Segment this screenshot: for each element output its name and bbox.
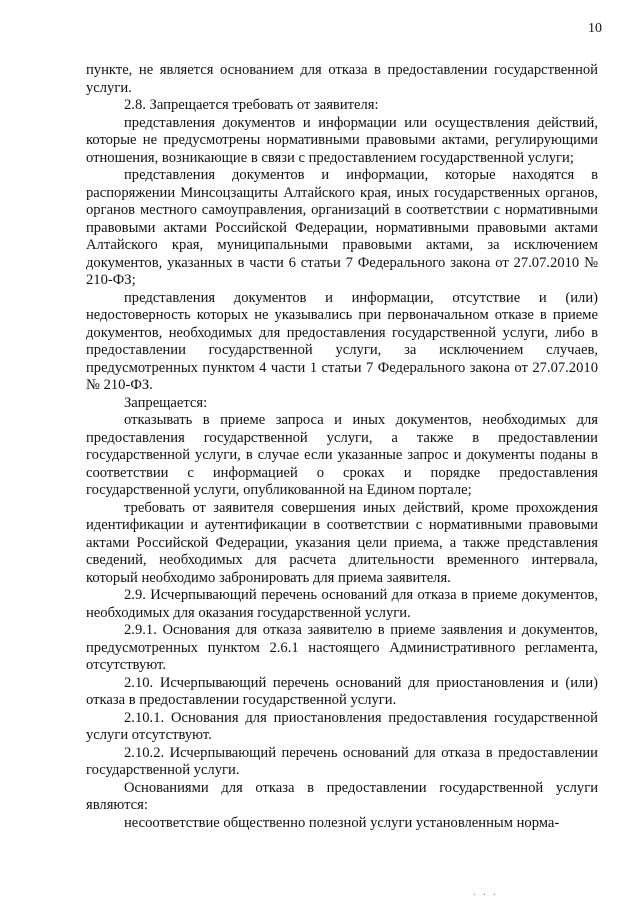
scan-specks: · · · [473,890,498,901]
paragraph: пункте, не является основанием для отказа в предоставлении государственной услуги. [86,62,598,96]
paragraph: 2.10.2. Исчерпывающий перечень оснований для отказа в предоставлении государственной услуги. [86,744,598,778]
page-number: 10 [588,21,602,36]
paragraph: Основаниями для отказа в предоставлении государственной услуги являются: [86,779,598,813]
paragraph: представления документов и информации, отсутствие и (или) недостоверность которых не указывались при первоначальном отказе в приеме документов, необходимых для предоставления государственной услуги, либо в предоставлении государственной услуги, за исключением случаев, предусмотренных пунктом 4 части 1 статьи 7 Федерального закона от 27.07.2010 № 210-ФЗ. [86,289,598,393]
paragraph: требовать от заявителя совершения иных действий, кроме прохождения идентификации и аутентификации в соответствии с нормативными правовыми актами Российской Федерации, указания цели приема, а также представления сведений, необходимых для расчета длительности временного интервала, который необходимо забронировать для приема заявителя. [86,499,598,586]
paragraph: отказывать в приеме запроса и иных документов, необходимых для предоставления государственной услуги, а также в предоставлении государственной услуги, в случае если указанные запрос и документы поданы в соответствии с информацией о сроках и порядке предоставления государственной услуги, опубликованной на Едином портале; [86,412,598,498]
paragraph: 2.8. Запрещается требовать от заявителя: [124,97,379,113]
document-body [86,62,598,832]
paragraph: несоответствие общественно полезной услуги установленным норма- [124,814,560,831]
paragraph: Запрещается: [124,394,208,411]
paragraph: 2.10. Исчерпывающий перечень оснований для приостановления и (или) отказа в предоставлении государственной услуги. [86,674,598,708]
paragraph: 2.10.1. Основания для приостановления предоставления государственной услуги отсутствуют. [86,709,598,743]
paragraph: представления документов и информации или осуществления действий, которые не предусмотрены нормативными правовыми актами, регулирующими отношения, возникающие в связи с предоставлением государственной услуги; [86,114,598,166]
paragraph: 2.9.1. Основания для отказа заявителю в приеме заявления и документов, предусмотренных пунктом 2.6.1 настоящего Административного регламента, отсутствуют. [86,622,598,673]
paragraph: 2.9. Исчерпывающий перечень оснований для отказа в приеме документов, необходимых для оказания государственной услуги. [86,587,598,621]
paragraph: представления документов и информации, которые находятся в распоряжении Минсоцзащиты Алтайского края, иных государственных органов, органов местного самоуправления, организаций в соответствии с нормативными правовыми актами Российской Федерации, нормативными правовыми актами Алтайского края, муниципальными правовыми актами, за исключением документов, указанных в части 6 статьи 7 Федерального закона от 27.07.2010 № 210-ФЗ; [86,167,598,288]
